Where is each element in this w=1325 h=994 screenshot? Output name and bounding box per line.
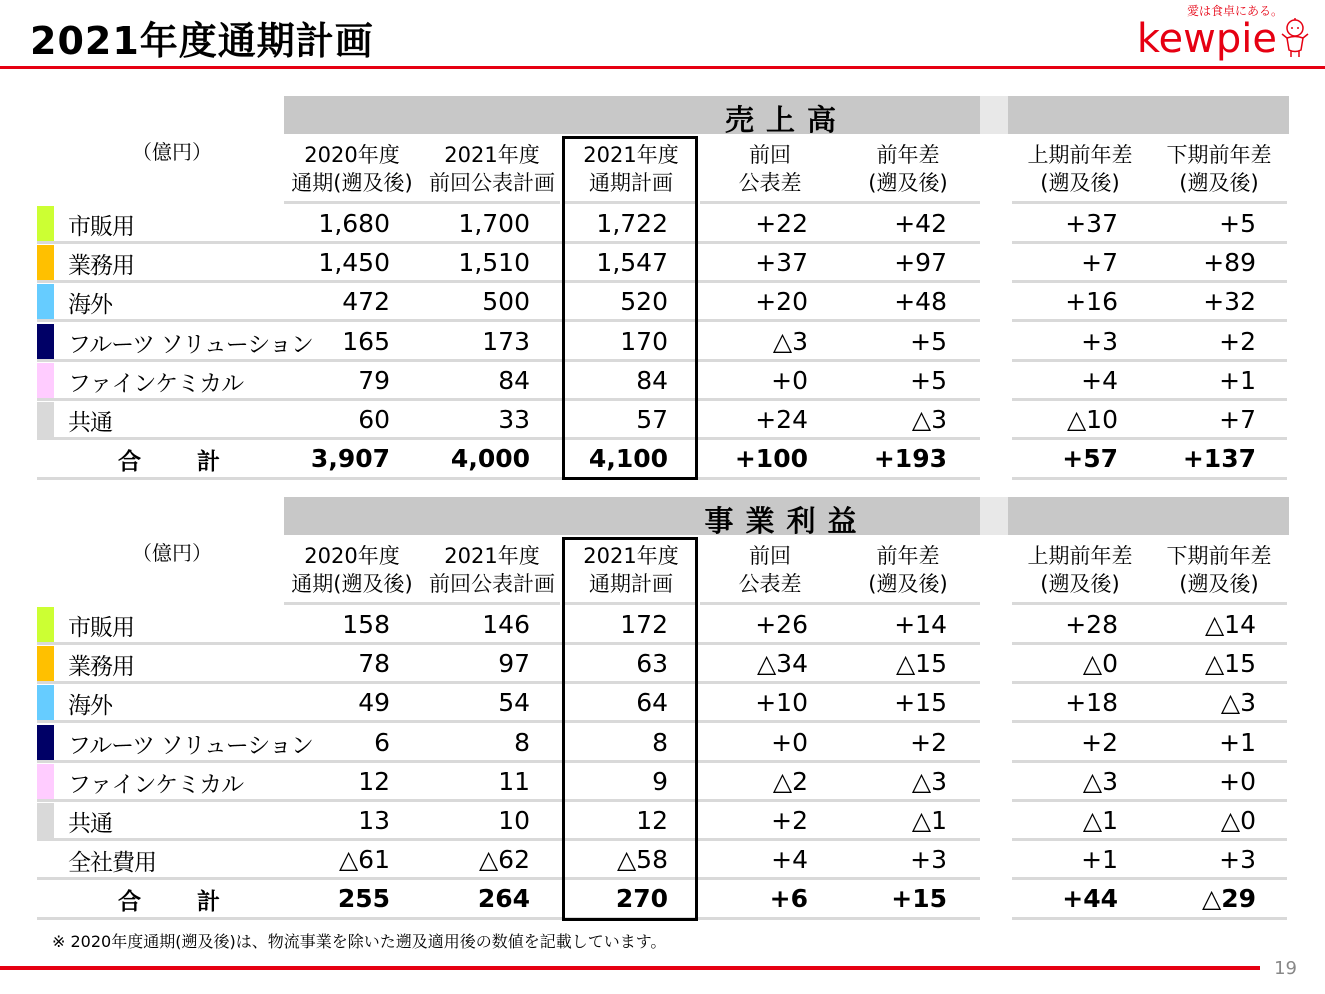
column-header-line1: 2021年度 [583, 544, 679, 568]
table-cell: 63 [636, 649, 668, 679]
table-cell: 33 [498, 405, 530, 434]
table-cell: 10 [498, 806, 530, 835]
row-label: 市販用 [68, 615, 134, 641]
column-header-line1: 2020年度 [304, 143, 400, 167]
column-header-line2: 公表差 [738, 572, 802, 596]
table-cell: 255 [337, 884, 390, 914]
table-cell: △3 [1220, 688, 1256, 718]
table-cell: 54 [498, 688, 530, 718]
table-cell: 11 [498, 766, 530, 796]
column-header-line2: 通期(遡及後) [291, 171, 413, 195]
table-cell: 97 [498, 649, 530, 679]
table-cell: +100 [734, 444, 808, 474]
column-header [1149, 542, 1289, 598]
row-label: 海外 [68, 693, 112, 720]
table-cell: 57 [636, 405, 668, 434]
table-cell: +193 [873, 444, 947, 474]
table-cell: △1 [1082, 806, 1118, 835]
table-cell: +1 [1219, 727, 1256, 757]
table-cell: +37 [1065, 209, 1118, 238]
logo-wordmark: kewpie [1136, 16, 1277, 62]
column-header [422, 542, 562, 598]
table-cell: +6 [769, 884, 808, 914]
table-cell: △10 [1066, 405, 1118, 434]
column-header-line2: (遡及後) [868, 171, 948, 195]
table-cell: 500 [482, 287, 530, 317]
table-cell: +89 [1203, 248, 1256, 278]
table-cell: +15 [894, 688, 947, 718]
table-cell: 49 [358, 688, 390, 718]
table-cell: +22 [755, 209, 808, 238]
column-header-line1: 上期前年差 [1027, 143, 1133, 167]
table-cell: +37 [755, 248, 808, 278]
table-cell: 9 [652, 766, 668, 796]
table-cell: 60 [358, 405, 390, 434]
segment-color-swatch [37, 402, 54, 438]
row-label: 業務用 [68, 253, 134, 280]
table-cell: △3 [911, 766, 947, 796]
column-header-line2: 前回公表計画 [429, 171, 555, 195]
table-cell: 1,547 [596, 248, 668, 278]
table-cell: +32 [1203, 287, 1256, 317]
table-cell: △0 [1220, 806, 1256, 835]
table-cell: +2 [910, 727, 947, 757]
table-cell: 1,700 [458, 209, 530, 238]
column-header [1149, 141, 1289, 197]
column-header-line1: 前回 [749, 544, 791, 568]
table-cell: △0 [1082, 649, 1118, 679]
row-label: フルーツ ソリューション [68, 331, 313, 358]
column-header-line2: 前回公表計画 [429, 572, 555, 596]
table-cell: 13 [358, 806, 390, 835]
table-cell: +137 [1182, 444, 1256, 474]
table-cell: △62 [478, 845, 530, 875]
table-cell: 84 [636, 365, 668, 395]
row-label: 全社費用 [68, 850, 156, 877]
table-cell: 165 [342, 326, 390, 356]
table-cell: +3 [1219, 845, 1256, 875]
segment-color-swatch [37, 685, 54, 721]
table-cell: +0 [1219, 766, 1256, 796]
section-band [284, 497, 1289, 538]
column-header [282, 542, 422, 598]
table-cell: △15 [895, 649, 947, 679]
table-cell: 158 [342, 610, 390, 639]
row-label: 合計 [118, 449, 276, 476]
table-cell: 173 [482, 326, 530, 356]
segment-color-swatch [37, 363, 54, 399]
table-cell: △15 [1204, 649, 1256, 679]
column-header [838, 542, 978, 598]
footer-rule [0, 966, 1260, 970]
table-cell: 4,000 [450, 444, 530, 474]
table-cell: 270 [615, 884, 668, 914]
row-label: ファインケミカル [68, 771, 244, 798]
table-cell: +24 [755, 405, 808, 434]
table-cell: 4,100 [588, 444, 668, 474]
table-cell: +3 [1081, 326, 1118, 356]
column-header [700, 141, 840, 197]
table-cell: △58 [616, 845, 668, 875]
table-cell: +5 [1219, 209, 1256, 238]
column-header-line2: (遡及後) [1040, 572, 1120, 596]
row-divider [1012, 917, 1287, 920]
footnote: ※ 2020年度通期(遡及後)は、物流事業を除いた遡及適用後の数値を記載しています。 [52, 932, 667, 951]
table-cell: +7 [1219, 405, 1256, 434]
table-cell: △14 [1204, 610, 1256, 639]
table-cell: +15 [891, 884, 947, 914]
plan-column-highlight [562, 537, 698, 921]
table-cell: 84 [498, 365, 530, 395]
table-cell: +0 [771, 727, 808, 757]
plan-column-highlight [562, 136, 698, 480]
table-cell: △1 [911, 806, 947, 835]
table-cell: 264 [477, 884, 530, 914]
table-cell: +14 [894, 610, 947, 639]
table-cell: +0 [771, 365, 808, 395]
kewpie-logo [1136, 2, 1311, 64]
table-cell: +44 [1062, 884, 1118, 914]
row-label: 市販用 [68, 214, 134, 240]
table-cell: △3 [911, 405, 947, 434]
table-cell: +42 [894, 209, 947, 238]
table-cell: 3,907 [310, 444, 390, 474]
column-header-line2: 通期計画 [589, 171, 673, 195]
table-cell: +2 [1081, 727, 1118, 757]
column-header-line2: 通期計画 [589, 572, 673, 596]
table-cell: △3 [1082, 766, 1118, 796]
logo-tagline: 愛は食卓にある。 [1186, 4, 1283, 18]
table-cell: 472 [342, 287, 390, 317]
column-header-line1: 上期前年差 [1027, 544, 1133, 568]
column-header-line1: 2020年度 [304, 544, 400, 568]
segment-color-swatch [37, 245, 54, 281]
column-header [700, 542, 840, 598]
column-header-line1: 2021年度 [444, 544, 540, 568]
column-header-line1: 前回 [749, 143, 791, 167]
column-header-line2: 公表差 [738, 171, 802, 195]
table-cell: +4 [771, 845, 808, 875]
table-cell: 1,722 [596, 209, 668, 238]
table-cell: +1 [1219, 365, 1256, 395]
segment-color-swatch [37, 284, 54, 320]
column-header-line2: (遡及後) [868, 572, 948, 596]
segment-color-swatch [37, 764, 54, 800]
column-header [838, 141, 978, 197]
column-header-line2: (遡及後) [1179, 572, 1259, 596]
unit-label: （億円） [132, 140, 212, 164]
table-cell: 170 [620, 326, 668, 356]
table-cell: 79 [358, 365, 390, 395]
table-cell: 12 [636, 806, 668, 835]
table-cell: 8 [652, 727, 668, 757]
table-cell: 12 [358, 766, 390, 796]
row-divider [37, 917, 980, 920]
table-cell: +2 [1219, 326, 1256, 356]
table-cell: +28 [1065, 610, 1118, 639]
page-title: 2021年度通期計画 [30, 19, 374, 63]
column-header-line1: 下期前年差 [1166, 143, 1272, 167]
table-cell: +57 [1062, 444, 1118, 474]
row-label: 合計 [118, 889, 276, 916]
table-cell: △61 [338, 845, 390, 875]
table-cell: +3 [910, 845, 947, 875]
segment-color-swatch [37, 607, 54, 643]
row-label: 共通 [68, 811, 112, 837]
table-cell: △2 [772, 766, 808, 796]
table-cell: 6 [374, 727, 390, 757]
column-header-line2: (遡及後) [1179, 171, 1259, 195]
row-label: ファインケミカル [68, 370, 244, 397]
kewpie-doll-icon [1281, 18, 1309, 58]
header-rule [0, 66, 1325, 69]
table-cell: 146 [482, 610, 530, 639]
segment-color-swatch [37, 646, 54, 682]
row-label: 共通 [68, 410, 112, 436]
table-cell: +97 [894, 248, 947, 278]
column-header [422, 141, 562, 197]
segment-color-swatch [37, 725, 54, 761]
table-cell: +4 [1081, 365, 1118, 395]
table-cell: +18 [1065, 688, 1118, 718]
table-cell: +7 [1081, 248, 1118, 278]
column-header [1010, 542, 1150, 598]
page-number: 19 [1274, 958, 1297, 979]
segment-color-swatch [37, 324, 54, 360]
column-header-line2: (遡及後) [1040, 171, 1120, 195]
table-cell: △3 [772, 326, 808, 356]
table-cell: +20 [755, 287, 808, 317]
table-cell: 172 [620, 610, 668, 639]
section-title: 売上高 [724, 103, 848, 137]
column-header [1010, 141, 1150, 197]
table-cell: 520 [620, 287, 668, 317]
row-label: 海外 [68, 292, 112, 319]
table-cell: +1 [1081, 845, 1118, 875]
table-cell: 64 [636, 688, 668, 718]
table-cell: △34 [756, 649, 808, 679]
table-cell: △29 [1201, 884, 1256, 914]
table-cell: +5 [910, 365, 947, 395]
unit-label: （億円） [132, 541, 212, 565]
column-header-line1: 下期前年差 [1166, 544, 1272, 568]
table-cell: 1,510 [458, 248, 530, 278]
row-label: フルーツ ソリューション [68, 732, 313, 759]
section-band [284, 96, 1289, 137]
table-cell: +26 [755, 610, 808, 639]
table-cell: +48 [894, 287, 947, 317]
table-cell: +5 [910, 326, 947, 356]
segment-color-swatch [37, 803, 54, 839]
table-cell: 8 [514, 727, 530, 757]
section-title: 事業利益 [704, 504, 869, 538]
row-divider [37, 477, 980, 480]
column-header-line2: 通期(遡及後) [291, 572, 413, 596]
column-header-line1: 前年差 [876, 143, 940, 167]
column-header-line1: 2021年度 [444, 143, 540, 167]
column-header-line1: 前年差 [876, 544, 940, 568]
column-header [282, 141, 422, 197]
table-cell: 78 [358, 649, 390, 679]
table-cell: +16 [1065, 287, 1118, 317]
table-cell: +2 [771, 806, 808, 835]
table-cell: 1,680 [318, 209, 390, 238]
row-label: 業務用 [68, 654, 134, 681]
row-divider [1012, 477, 1287, 480]
segment-color-swatch [37, 206, 54, 242]
table-cell: +10 [755, 688, 808, 718]
table-cell: 1,450 [318, 248, 390, 278]
column-header-line1: 2021年度 [583, 143, 679, 167]
